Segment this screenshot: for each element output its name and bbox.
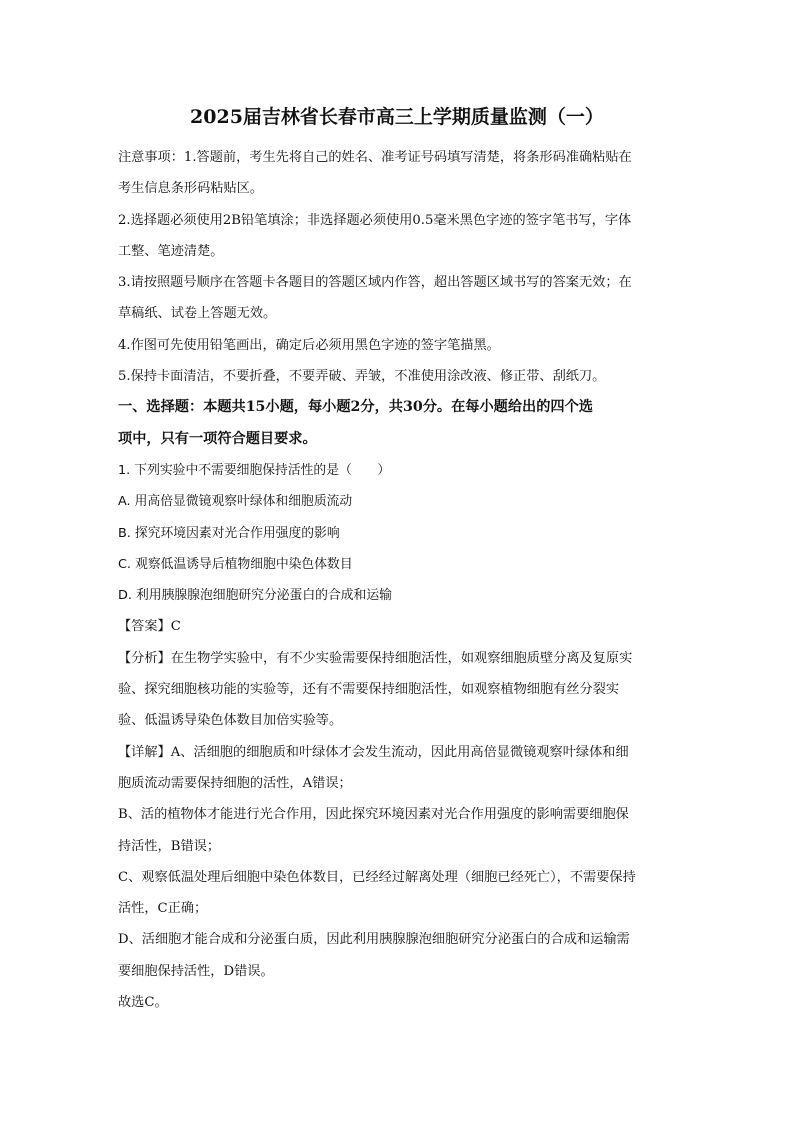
question-1 bbox=[118, 455, 676, 1018]
notice-item-5: 5.保持卡面清洁，不要折叠，不要弄破、弄皱，不准使用涂改液、修正带、刮纸刀。 bbox=[118, 369, 606, 385]
detail-c-line-2: 活性，C正确； bbox=[118, 901, 208, 917]
option-c: C. 观察低温诱导后植物细胞中染色体数目 bbox=[118, 556, 353, 572]
notice-item-1-line-2: 考生信息条形码粘贴区。 bbox=[118, 181, 264, 197]
option-b: B. 探究环境因素对光合作用强度的影响 bbox=[118, 525, 340, 541]
notice-item-2-line-1: 2.选择题必须使用2B铅笔填涂；非选择题必须使用0.5毫米黑色字迹的签字笔书写，字体 bbox=[118, 212, 632, 228]
section-1 bbox=[118, 392, 676, 455]
document-title: 2025届吉林省长春市高三上学期质量监测（一） bbox=[190, 106, 604, 128]
question-stem: 1. 下列实验中不需要细胞保持活性的是（ ） bbox=[118, 462, 391, 478]
detail-d-line-2: 要细胞保持活性，D错误。 bbox=[118, 963, 274, 979]
document-body bbox=[118, 142, 676, 1018]
analysis-line-2: 验、探究细胞核功能的实验等，还有不需要保持细胞活性，如观察植物细胞有丝分裂实 bbox=[118, 682, 620, 698]
analysis-line-1: 【分析】在生物学实验中，有不少实验需要保持细胞活性，如观察细胞质壁分离及复原实 bbox=[118, 650, 633, 666]
detail-d-line-1: D、活细胞才能合成和分泌蛋白质，因此利用胰腺腺泡细胞研究分泌蛋白的合成和运输需 bbox=[118, 932, 630, 948]
detail-a-line-1: 【详解】A、活细胞的细胞质和叶绿体才会发生流动，因此用高倍显微镜观察叶绿体和细 bbox=[118, 744, 629, 760]
detail-c-line-1: C、观察低温处理后细胞中染色体数目，已经经过解离处理（细胞已经死亡），不需要保持 bbox=[118, 869, 636, 885]
detail-b-line-1: B、活的植物体才能进行光合作用，因此探究环境因素对光合作用强度的影响需要细胞保 bbox=[118, 807, 629, 823]
option-a: A. 用高倍显微镜观察叶绿体和细胞质流动 bbox=[118, 494, 353, 510]
answer-line: 【答案】C bbox=[118, 619, 181, 635]
conclusion-line: 故选C。 bbox=[118, 995, 168, 1011]
analysis-line-3: 验、低温诱导染色体数目加倍实验等。 bbox=[118, 713, 343, 729]
notice-section bbox=[118, 142, 676, 392]
section-heading-line-1: 一、选择题：本题共15小题，每小题2分，共30分。在每小题给出的四个选 bbox=[118, 399, 593, 416]
detail-b-line-2: 持活性，B错误； bbox=[118, 838, 221, 854]
notice-item-1-line-1: 注意事项：1.答题前，考生先将自己的姓名、准考证号码填写清楚，将条形码准确粘贴在 bbox=[118, 150, 632, 165]
notice-item-4: 4.作图可先使用铅笔画出，确定后必须用黑色字迹的签字笔描黑。 bbox=[118, 337, 500, 353]
option-d: D. 利用胰腺腺泡细胞研究分泌蛋白的合成和运输 bbox=[118, 588, 392, 604]
notice-item-3-line-1: 3.请按照题号顺序在答题卡各题目的答题区域内作答，超出答题区域书写的答案无效；在 bbox=[118, 275, 632, 291]
notice-item-3-line-2: 草稿纸、试卷上答题无效。 bbox=[118, 306, 277, 322]
notice-item-2-line-2: 工整、笔迹清楚。 bbox=[118, 243, 224, 259]
detail-a-line-2: 胞质流动需要保持细胞的活性，A错误； bbox=[118, 775, 352, 791]
section-heading-line-2: 项中，只有一项符合题目要求。 bbox=[118, 430, 317, 447]
